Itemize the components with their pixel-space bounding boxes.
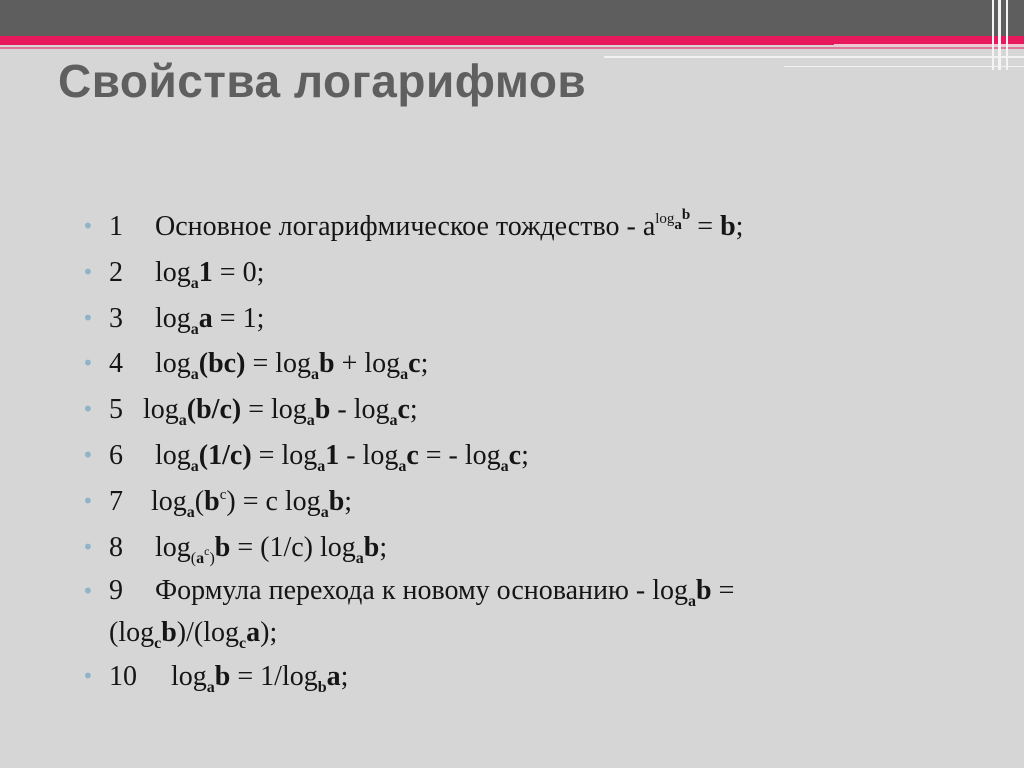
item-number: 9	[109, 575, 123, 607]
properties-list	[80, 204, 980, 700]
decorative-bar	[998, 0, 1001, 70]
item-number: 4	[109, 348, 123, 380]
decorative-lines	[604, 36, 1024, 70]
list-item: • 1 Основное логарифмическое тождество - $a^{logab} = b$;	[80, 204, 980, 250]
decorative-bar	[1006, 0, 1008, 70]
list-item: • 4 $\log_a(bc) = \log_ab + \log_ac$;	[80, 341, 980, 387]
bullet-icon: •	[82, 351, 94, 376]
item-text: Основное логарифмическое тождество - a	[155, 211, 656, 242]
bullet-icon: •	[82, 397, 94, 422]
slide-title: Свойства логарифмов	[58, 55, 587, 107]
bullet-icon: •	[82, 259, 94, 284]
list-item: • 2 $\log_a1 = 0$;	[80, 250, 980, 296]
decorative-line	[604, 56, 1024, 58]
top-band	[0, 0, 1024, 36]
decorative-bars	[992, 0, 1016, 70]
item-number: 6	[109, 439, 123, 471]
bullet-icon: •	[82, 442, 94, 467]
list-item: • 7 $\log_a(b^c) = c$ $\log_ab$;	[80, 479, 980, 525]
list-item: • 3 $\log_aa = 1$;	[80, 296, 980, 342]
decorative-line	[784, 66, 1024, 67]
item-number: 5	[109, 394, 123, 426]
item-number: 2	[109, 256, 123, 288]
list-item: • 10 $\log_ab = 1/\log_ba$;	[80, 654, 980, 700]
bullet-icon: •	[82, 305, 94, 330]
list-item: • 8 $\log_{(a^c)}b = (1/c)$ $\log_ab$;	[80, 525, 980, 571]
decorative-bar	[992, 0, 994, 70]
item-number: 3	[109, 302, 123, 334]
bullet-icon: •	[82, 488, 94, 513]
bullet-icon: •	[82, 214, 94, 238]
item-text: Формула перехода к новому основанию -	[155, 575, 653, 607]
list-item: • 6 $\log_a(1/c) = \log_a1 - \log_ac$ = - $\log_ac$;	[80, 433, 980, 479]
item-number: 7	[109, 485, 123, 517]
item-number: 8	[109, 531, 123, 563]
bullet-icon: •	[82, 534, 94, 559]
exponent: logab	[655, 207, 691, 233]
log-base: (ac)	[190, 543, 215, 567]
list-item: • 9 Формула перехода к новому основанию - $\log_ab$ = $(\log_cb)/(\log_ca)$;	[80, 570, 980, 654]
bullet-icon: •	[82, 579, 94, 604]
item-number: 1	[109, 211, 123, 242]
item-number: 10	[109, 661, 137, 693]
bullet-icon: •	[82, 664, 94, 689]
list-item: • 5 $\log_a(b/c) = \log_ab - \log_ac$;	[80, 387, 980, 433]
